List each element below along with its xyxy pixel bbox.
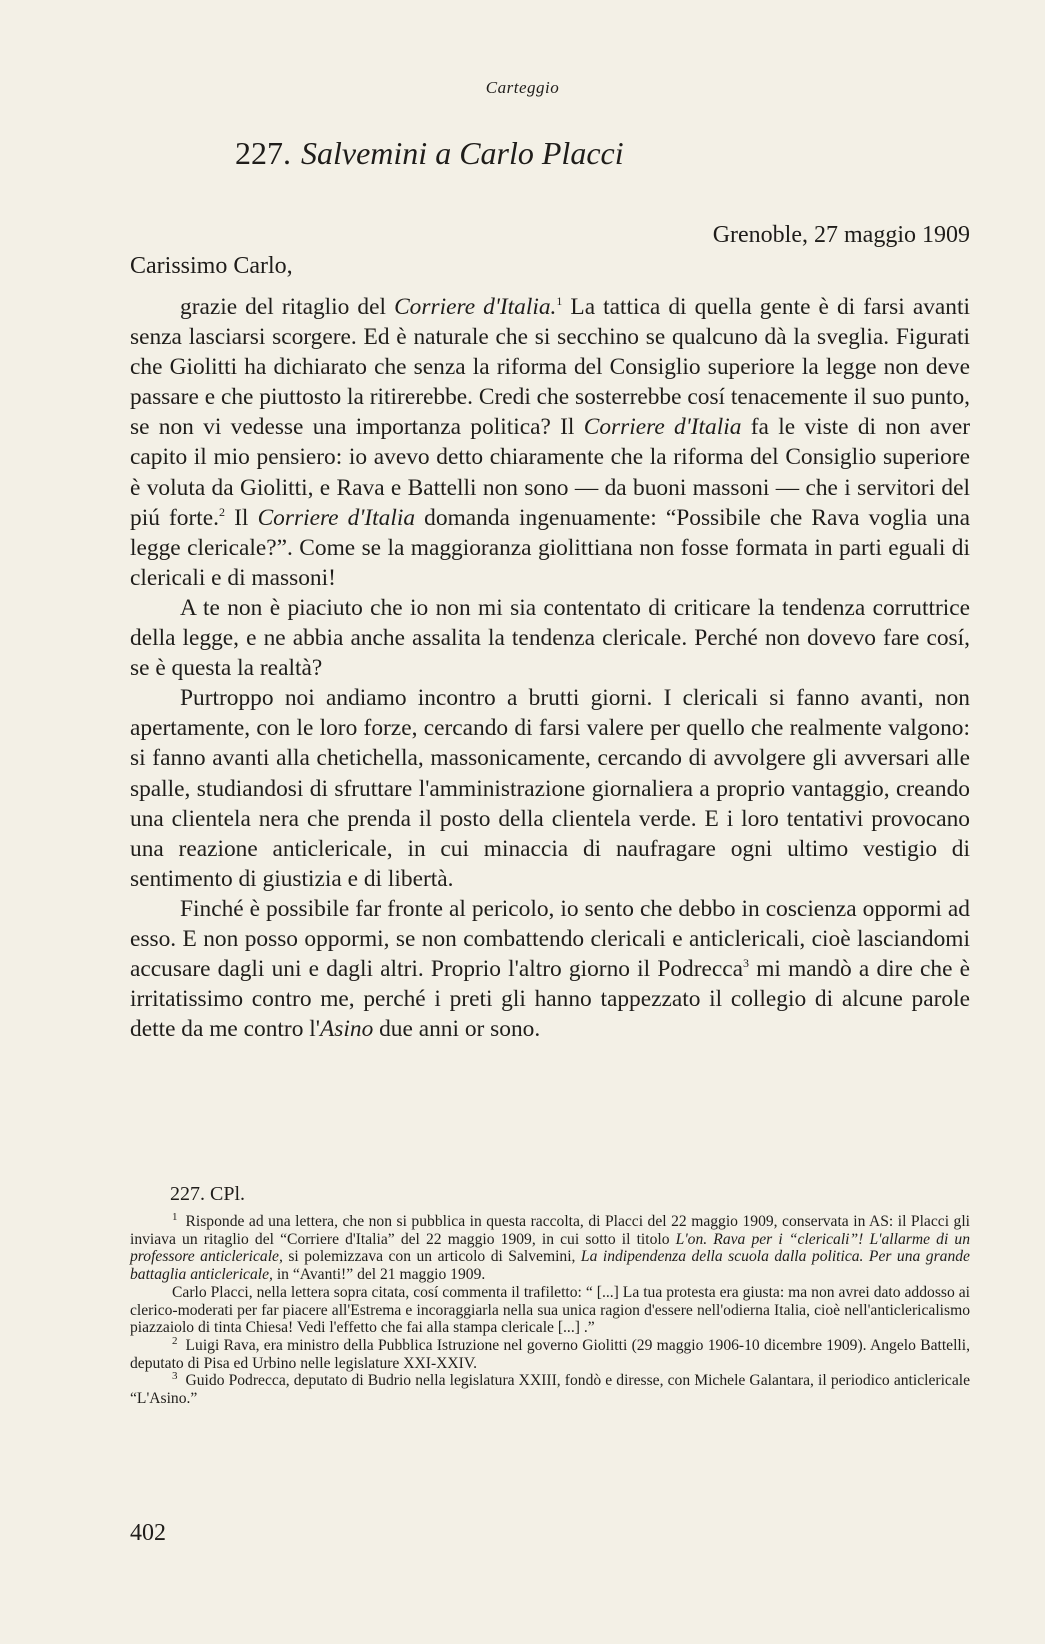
text-run: si polemizzava con un articolo di Salvemini, [282,1248,581,1266]
article-title: La indipendenza della scuola dalla politica. Per una grande battaglia anticlericale, [130,1248,970,1284]
footnote-ref-3: 3 [743,956,750,971]
letter-title [235,135,624,172]
text-run: Guido Podrecca, deputato di Budrio nella legislatura XXIII, fondò e diresse, con Michele Galantara, il periodico anticlericale “L'Asino.” [130,1372,970,1408]
newspaper-title: Corriere d'Italia [257,504,416,531]
text-run: Finché è possibile far fronte al pericolo, io sento che debbo in coscienza oppormi ad esso. E non posso oppormi, se non combattendo clericali e anticlericali, cioè lasciandomi accusare dagli uni e dagli altri. Proprio l'altro giorno il Podrecca [130,895,970,983]
text-run: domanda ingenuamente: “Possibile che Rava voglia una legge clericale?”. Come se la maggioranza giolittiana non fosse formata in parti eguali di clericali e di massoni! [130,504,970,591]
footnote-1-continuation: Carlo Placci, nella lettera sopra citata, cosí commenta il trafiletto: “ [...] La tua protesta era giusta: ma non avrei dato addosso ai clerico-moderati per far piacere all'Estrema e incoraggiarla nella sua unica ragion d'essere nell'odierna Italia, cioè nell'anticlericalismo piazzaiolo di tinta Chiesa! Vedi l'effetto che fai alla stampa clericale [...] .” [130,1283,970,1337]
footnote-1 [130,1210,971,1284]
letter-title-text: Salvemini a Carlo Placci [301,135,624,171]
footnote-ref-1: 1 [556,294,563,309]
footnote-ref-2: 2 [219,504,226,519]
dateline: Grenoble, 27 maggio 1909 [712,222,970,248]
letter-body [130,292,970,1044]
salutation: Carissimo Carlo, [130,253,293,279]
text-run: grazie del ritaglio del [180,294,395,320]
running-head: Carteggio [485,78,560,97]
newspaper-title: Corriere d'Italia. [394,294,557,320]
text-run: fa le viste di non aver capito il mio pensiero: io avevo detto chiaramente che la riforma del Consiglio superiore è voluta da Giolitti, e Rava e Battelli non sono — da buoni massoni — che i servitori del piú forte. [130,414,970,531]
footnote-3 [130,1372,970,1407]
paragraph-1 [130,292,970,593]
paragraph-4 [130,894,970,1044]
text-run: due anni or sono. [373,1016,541,1043]
text-run: Il [225,504,258,531]
text-run: mi mandò a dire che è irritatissimo contro me, perché i preti gli hanno tappezzato il collegio di alcune parole dette da me contro l' [130,956,970,1043]
letter-number: 227. [235,135,291,171]
footnote-number: 3 [172,1370,178,1383]
paragraph-2: A te non è piaciuto che io non mi sia contentato di criticare la tendenza corruttrice della legge, e ne abbia anche assalita la tendenza clericale. Perché non dovevo fare cosí, se è questa la realtà? [130,594,970,682]
text-run: in “Avanti!” del 21 maggio 1909. [272,1266,486,1284]
source-reference: 227. CPl. [170,1183,246,1205]
text-run: La tattica di quella gente è di farsi avanti senza lasciarsi scorgere. Ed è naturale che si secchino se qualcuno dà la sveglia. Figurati che Giolitti ha dichiarato che senza la riforma del Consiglio superiore la legge non deve passare e che piuttosto la ritirerebbe. Credi che sosterrebbe cosí tenacemente il suo punto, se non vi vedesse una importanza politica? Il [130,294,970,441]
footnote-number: 1 [172,1210,178,1223]
periodical-title: Asino [319,1016,374,1043]
text-run: Luigi Rava, era ministro della Pubblica Istruzione nel governo Giolitti (29 maggio 1906-10 dicembre 1909). Angelo Battelli, deputato di Pisa ed Urbino nelle legislature XXI-XXIV. [130,1336,970,1372]
paragraph-3: Purtroppo noi andiamo incontro a brutti giorni. I clericali si fanno avanti, non apertamente, con le loro forze, cercando di farsi valere per quello che realmente valgono: si fanno avanti alla chetichella, massonicamente, cercando di avvolgere gli avversari alle spalle, studiandosi di sfruttare l'amministrazione giornaliera a proprio vantaggio, creando una clientela nera che prenda il posto della clientela verde. E i loro tentativi provocano una reazione anticlericale, in cui minaccia di naufragare ogni ultimo vestigio di sentimento di giustizia e di libertà. [130,685,970,892]
article-title: L'on. Rava per i “clericali”! L'allarme di un professore anticlericale, [130,1230,971,1266]
page-number: 402 [130,1520,166,1546]
footnote-2 [130,1334,970,1372]
footnotes [130,1210,971,1408]
text-run: Risponde ad una lettera, che non si pubblica in questa raccolta, di Placci del 22 maggio 1909, conservata in AS: il Placci gli inviava un ritaglio del “Corriere d'Italia” del 22 maggio 1909, in cui sotto il titolo [130,1213,970,1248]
footnote-number: 2 [172,1334,178,1347]
newspaper-title: Corriere d'Italia [583,414,742,441]
